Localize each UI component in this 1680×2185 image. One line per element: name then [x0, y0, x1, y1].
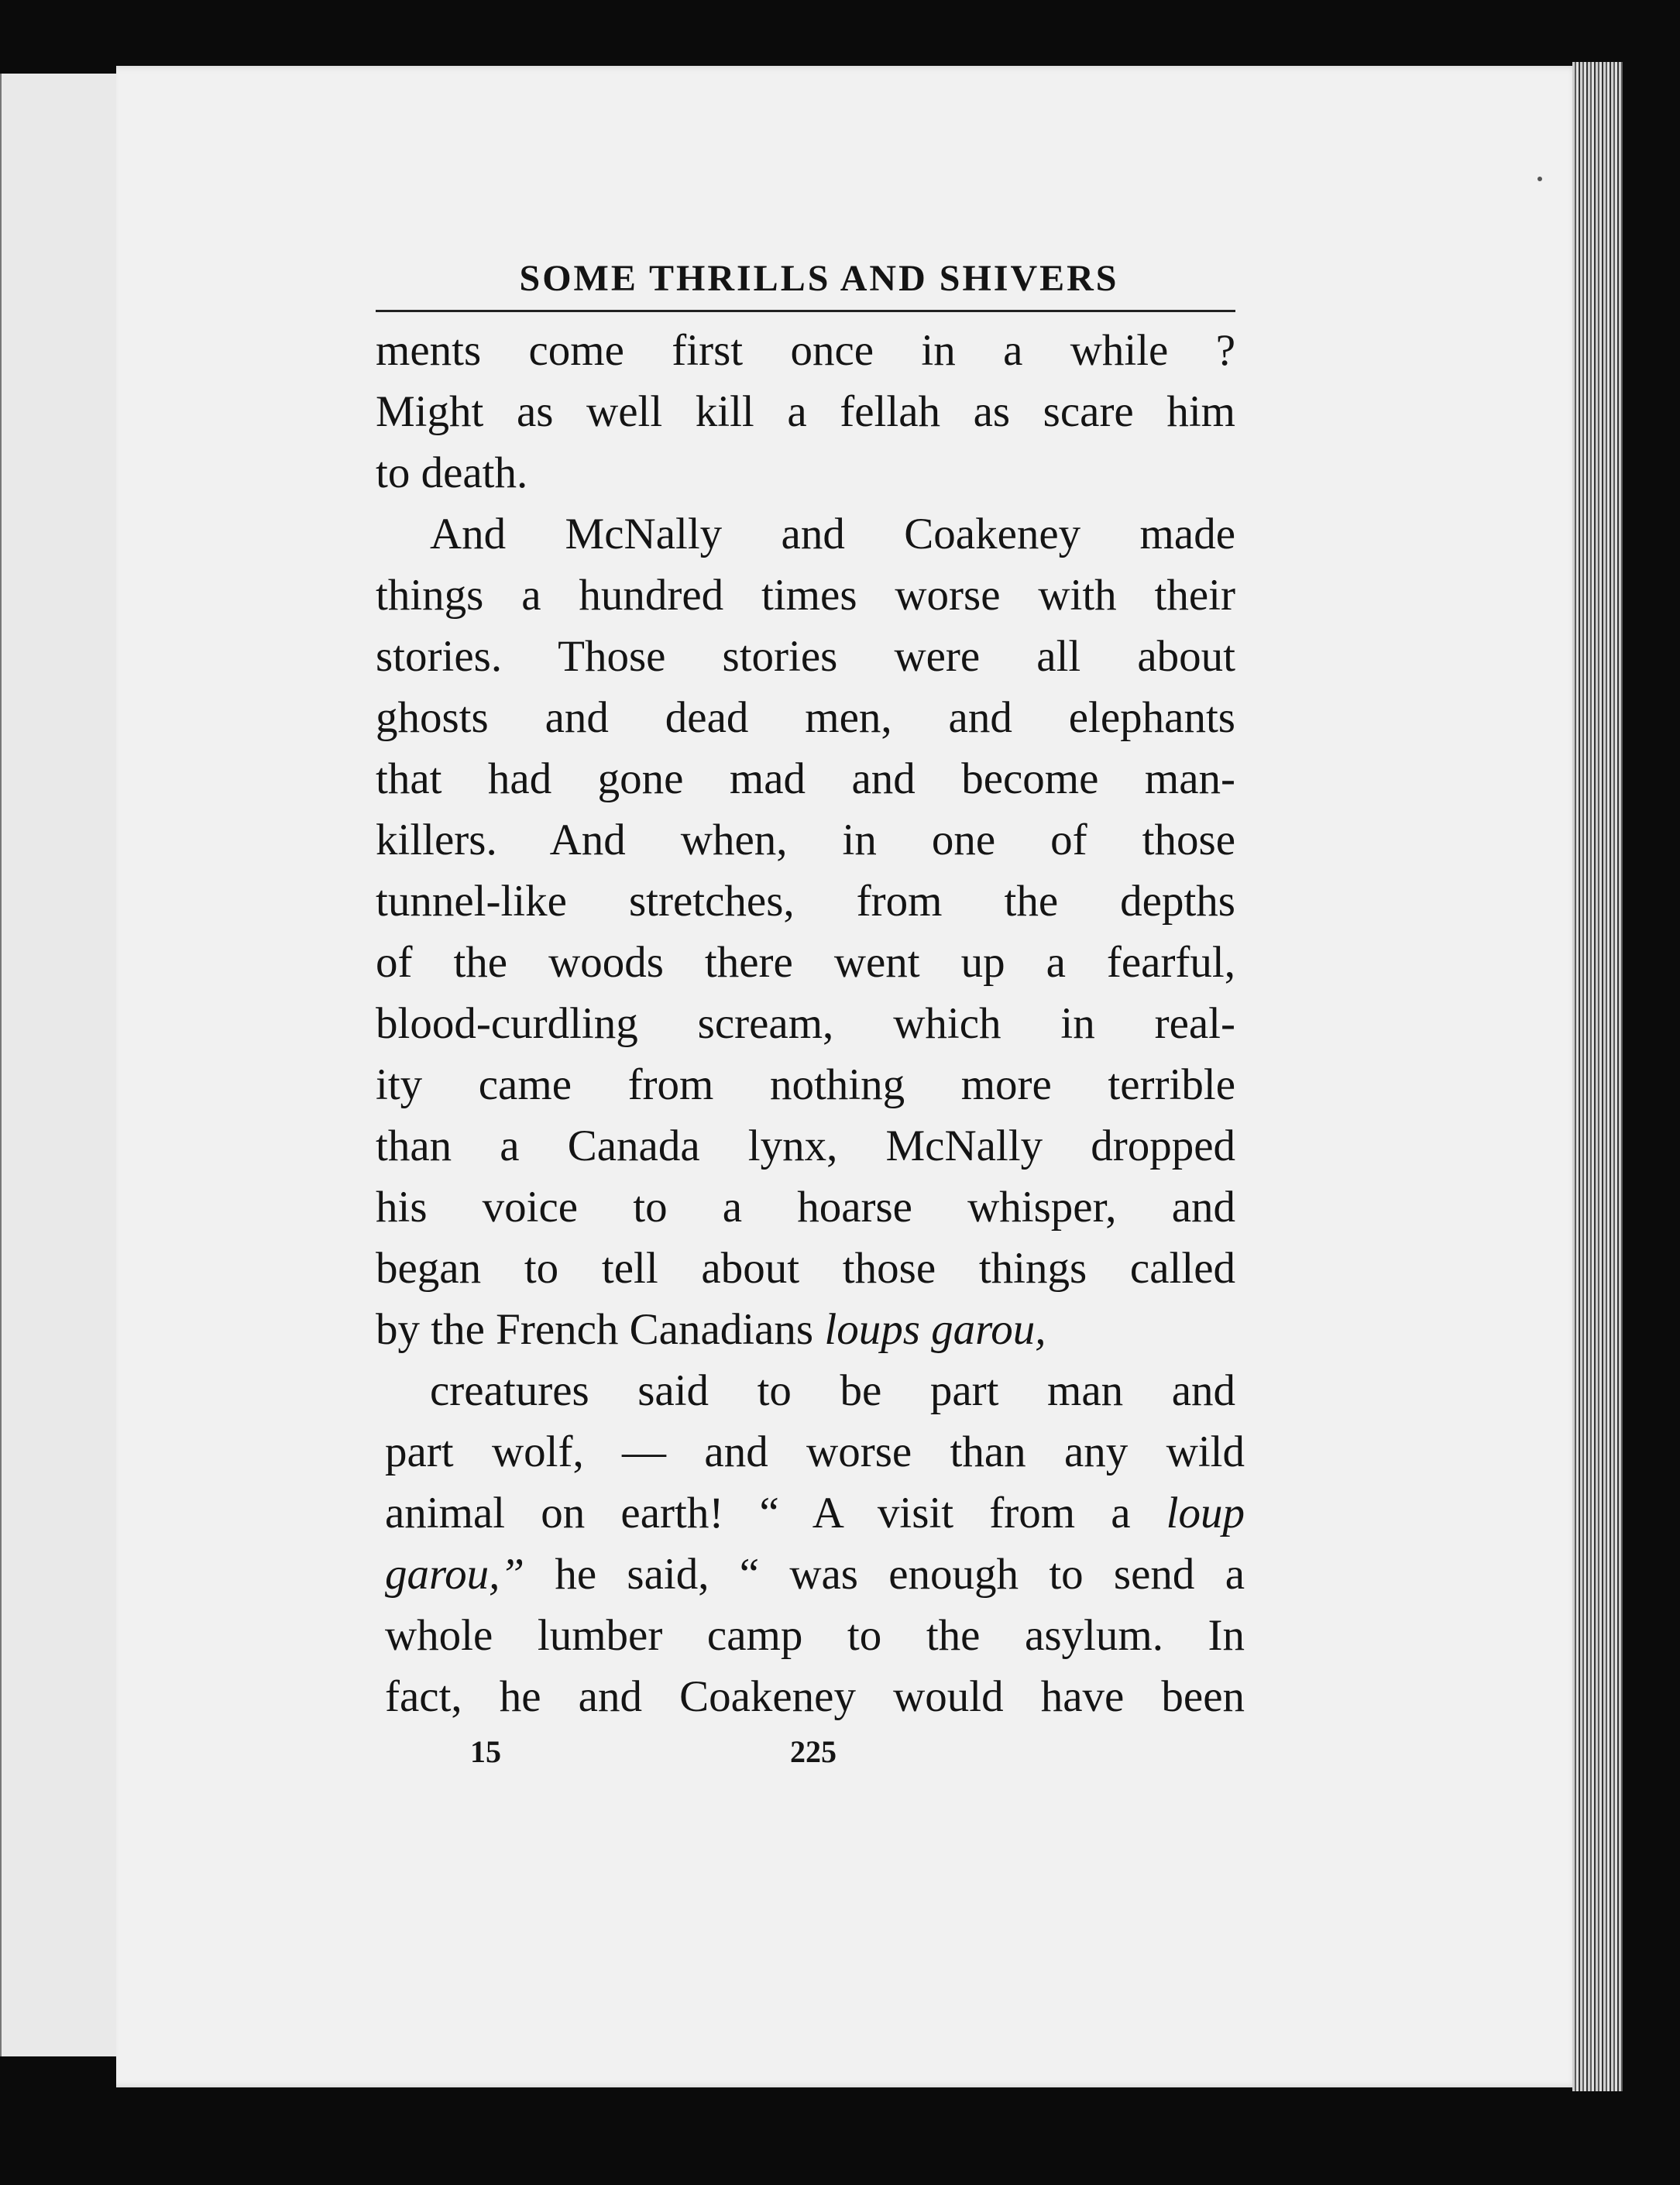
text-line: ity came from nothing more terrible [376, 1060, 1235, 1109]
text-line: blood-curdling scream, which in real- [376, 999, 1235, 1048]
text-line [376, 1299, 1235, 1360]
text-line: things a hundred times worse with their [376, 571, 1235, 620]
page-footer [376, 1733, 1247, 1788]
text-line: creatures said to be part man and [430, 1366, 1235, 1415]
text-line: part wolf, — and worse than any wild [385, 1427, 1245, 1476]
dust-speck [1537, 177, 1542, 181]
body-text [376, 320, 1247, 1727]
text-line: stories. Those stories were all about [376, 632, 1235, 681]
text-run: he said, “ was enough to send a [555, 1550, 1245, 1599]
signature-mark: 15 [470, 1734, 501, 1769]
page-number: 225 [790, 1734, 837, 1769]
page-text-block [376, 248, 1247, 1788]
italic-word: garou,” [385, 1550, 525, 1599]
italic-phrase: loups garou, [824, 1305, 1046, 1354]
text-line: fact, he and Coakeney would have been [385, 1672, 1245, 1721]
text-line [376, 1482, 1245, 1544]
text-line: to death. [376, 448, 528, 497]
text-line: began to tell about those things called [376, 1244, 1235, 1293]
text-line: ments come first once in a while ? [376, 326, 1235, 375]
text-line [376, 1544, 1245, 1605]
text-line: of the woods there went up a fearful, [376, 938, 1235, 987]
page-stack-edges [1572, 62, 1623, 2091]
text-run: by the French Canadians [376, 1305, 814, 1354]
head-rule [376, 310, 1235, 312]
text-line: tunnel-like stretches, from the depths [376, 877, 1235, 926]
text-line: than a Canada lynx, McNally dropped [376, 1122, 1235, 1170]
text-line: killers. And when, in one of those [376, 816, 1235, 864]
text-run: animal on earth! “ A visit from a [385, 1489, 1131, 1537]
italic-word: loup [1166, 1489, 1245, 1537]
text-line: his voice to a hoarse whisper, and [376, 1183, 1235, 1232]
text-line: ghosts and dead men, and elephants [376, 693, 1235, 742]
text-line: Might as well kill a fellah as scare him [376, 387, 1235, 436]
text-line: that had gone mad and become man- [376, 754, 1235, 803]
text-line: And McNally and Coakeney made [430, 510, 1235, 558]
running-head: SOME THRILLS AND SHIVERS [519, 258, 1119, 299]
text-line: whole lumber camp to the asylum. In [385, 1611, 1245, 1660]
